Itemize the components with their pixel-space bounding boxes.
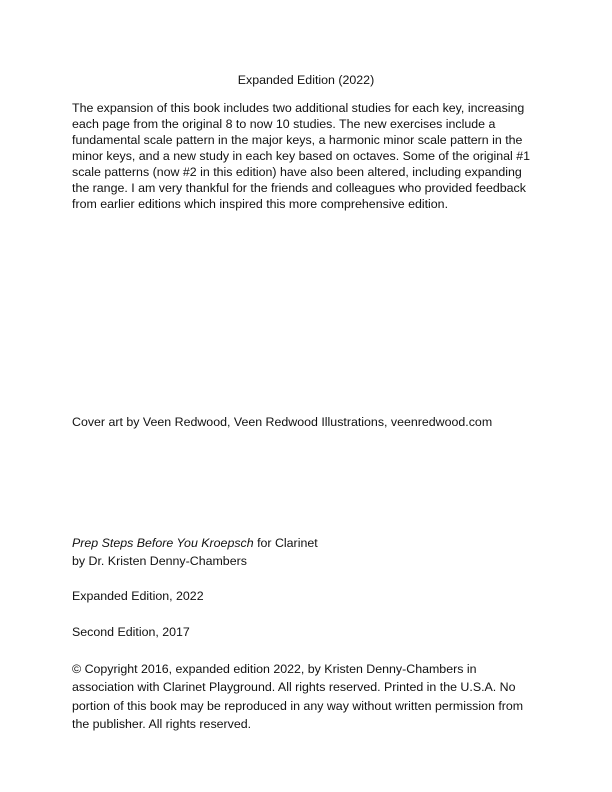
expanded-edition-line: Expanded Edition, 2022 bbox=[72, 589, 204, 603]
page-heading: Expanded Edition (2022) bbox=[237, 73, 375, 87]
book-title-suffix: for Clarinet bbox=[253, 536, 318, 550]
second-edition-line: Second Edition, 2017 bbox=[72, 625, 190, 639]
cover-credit: Cover art by Veen Redwood, Veen Redwood Illustrations, veenredwood.com bbox=[72, 415, 493, 429]
book-title-line bbox=[72, 536, 318, 550]
author-line: by Dr. Kristen Denny-Chambers bbox=[72, 554, 247, 568]
intro-paragraph: The expansion of this book includes two additional studies for each key, increasing each page from the original 8 to now 10 studies. The new exercises include a fundamental scale pattern in the major keys, a harmonic minor scale pattern in the minor keys, and a new study in each key based on octaves. Some of the original #1 scale patterns (now #2 in this edition) have also been altered, including expanding the range. I am very thankful for the friends and colleagues who provided feedback from earlier editions which inspired this more comprehensive edition. bbox=[72, 101, 531, 211]
book-title: Prep Steps Before You Kroepsch bbox=[72, 536, 254, 550]
copyright-notice: © Copyright 2016, expanded edition 2022, by Kristen Denny-Chambers in association with Clarinet Playground. All rights reserved. Printed in the U.S.A. No portion of this book may be reproduced in any way without written permission from the publisher. All rights reserved. bbox=[72, 662, 524, 731]
book-info bbox=[72, 534, 542, 570]
